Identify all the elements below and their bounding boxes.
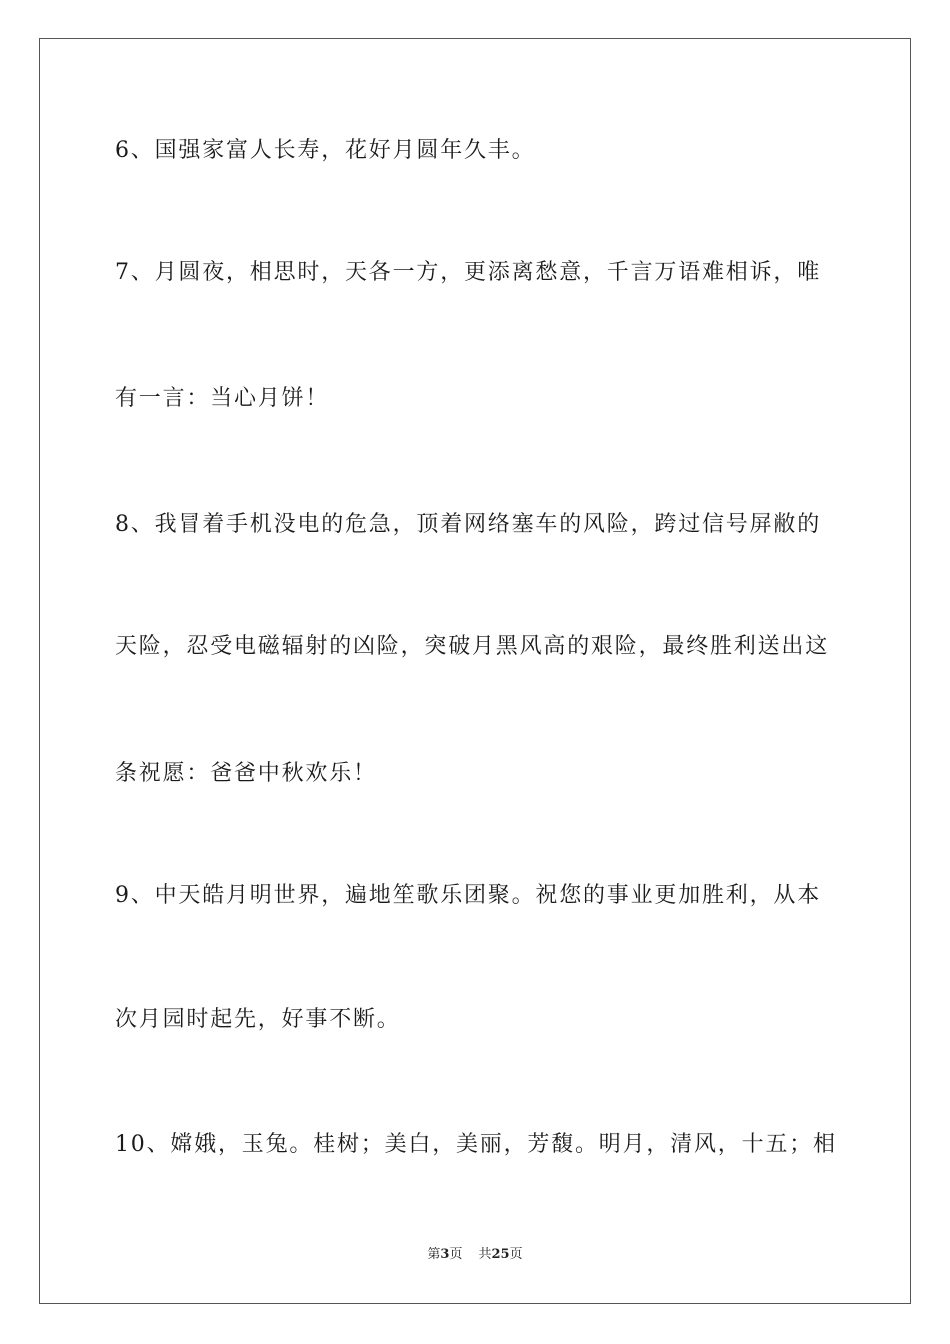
text-line-7: 9、中天皓月明世界，遍地笙歌乐团聚。祝您的事业更加胜利，从本: [115, 883, 821, 908]
footer-total-pages: 25: [491, 1247, 510, 1262]
footer-total-prefix: 共: [478, 1247, 492, 1262]
text-line-3: 有一言：当心月饼！: [115, 386, 330, 411]
footer-total-suffix: 页: [509, 1247, 523, 1262]
page-footer: [0, 1246, 950, 1264]
text-line-9: 10、嫦娥，玉兔。桂树；美白，美丽，芳馥。明月，清风，十五；相: [115, 1132, 837, 1157]
text-line-2: 7、月圆夜，相思时，天各一方，更添离愁意，千言万语难相诉，唯: [115, 260, 821, 285]
text-line-8: 次月园时起先，好事不断。: [115, 1007, 401, 1032]
text-line-5: 天险，忍受电磁辐射的凶险，突破月黑风高的艰险，最终胜利送出这: [115, 634, 830, 659]
text-line-1: 6、国强家富人长寿，花好月圆年久丰。: [115, 138, 536, 163]
footer-page-suffix: 页: [449, 1247, 463, 1262]
text-line-4: 8、我冒着手机没电的危急，顶着网络塞车的风险，跨过信号屏敝的: [115, 512, 821, 537]
page-frame: [39, 38, 911, 1304]
footer-page-number: 3: [440, 1247, 450, 1262]
text-line-6: 条祝愿：爸爸中秋欢乐！: [115, 761, 377, 786]
footer-page-prefix: 第: [427, 1247, 441, 1262]
